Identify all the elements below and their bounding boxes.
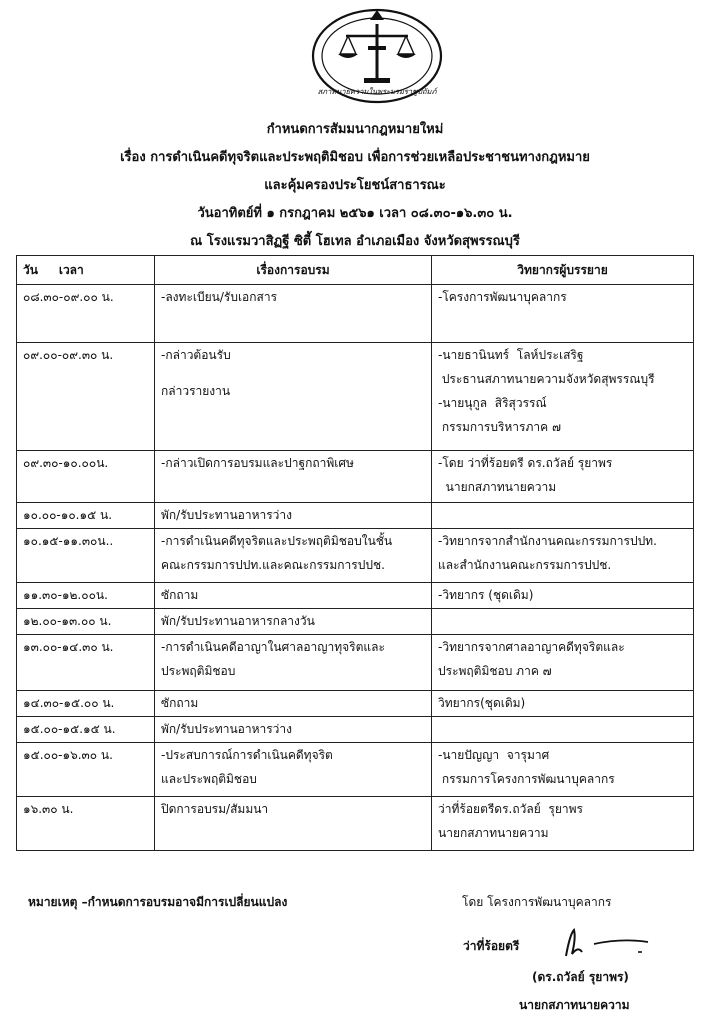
speaker-line: -โดย ว่าที่ร้อยตรี ดร.ถวัลย์ รุยาพร: [438, 456, 613, 470]
topic-line: พัก/รับประทานอาหารว่าง: [161, 722, 293, 736]
speaker-line: กรรมการโครงการพัฒนาบุคลากร: [438, 772, 615, 786]
time-text: ๐๙.๐๐-๐๙.๓๐ น.: [23, 348, 114, 362]
topic-cell: [155, 529, 432, 583]
topic-line: ประพฤติมิชอบ: [161, 664, 236, 678]
time-cell: [17, 451, 155, 503]
speaker-line: -วิทยากรจากศาลอาญาคดีทุจริตและ: [438, 640, 625, 654]
speaker-line: และสำนักงานคณะกรรมการปปช.: [438, 558, 612, 572]
schedule-body: [17, 285, 694, 851]
time-text: ๐๙.๓๐-๑๐.๐๐น.: [23, 456, 109, 470]
time-text: ๑๓.๐๐-๑๔.๓๐ น.: [23, 640, 114, 654]
speaker-cell: [432, 583, 694, 609]
venue-line: ณ โรงแรมวาสิฏฐี ซิตี้ โฮเทล อำเภอเมือง จังหวัดสุพรรณบุรี: [190, 234, 520, 249]
speaker-line: -วิทยากร (ชุดเดิม): [438, 588, 534, 602]
speaker-line: -นายธานินทร์ โลห์ประเสริฐ: [438, 348, 584, 362]
topic-line: พัก/รับประทานอาหารกลางวัน: [161, 614, 315, 628]
speaker-line: -นายปัญญา จารุมาศ: [438, 748, 550, 762]
speaker-line: นายกสภาทนายความ: [438, 826, 549, 840]
time-cell: [17, 743, 155, 797]
header-day-label: วัน: [23, 262, 38, 277]
speaker-cell: [432, 797, 694, 851]
speaker-line: นายกสภาทนายความ: [438, 480, 557, 494]
topic-cell: [155, 797, 432, 851]
topic-line: -การดำเนินคดีทุจริตและประพฤติมิชอบในชั้น: [161, 534, 393, 548]
table-row: [17, 635, 694, 691]
time-text: ๑๔.๓๐-๑๕.๐๐ น.: [23, 696, 115, 710]
topic-cell: [155, 343, 432, 451]
speaker-cell: [432, 343, 694, 451]
topic-line: -การดำเนินคดีอาญาในศาลอาญาทุจริตและ: [161, 640, 385, 654]
topic-line: ซักถาม: [161, 696, 199, 710]
signer-rank: ว่าที่ร้อยตรี: [463, 939, 520, 953]
topic-line: -ลงทะเบียน/รับเอกสาร: [161, 290, 278, 304]
topic-line: [161, 367, 425, 379]
speaker-cell: [432, 529, 694, 583]
time-text: ๑๕.๐๐-๑๕.๑๕ น.: [23, 722, 116, 736]
remark-note: หมายเหตุ –กำหนดการอบรมอาจมีการเปลี่ยนแปลง: [28, 895, 288, 909]
time-cell: [17, 691, 155, 717]
time-cell: [17, 609, 155, 635]
time-text: ๐๘.๓๐-๐๙.๐๐ น.: [23, 290, 114, 304]
handwritten-signature: [552, 924, 652, 962]
table-row: [17, 529, 694, 583]
speaker-line: -วิทยากรจากสำนักงานคณะกรรมการปปท.: [438, 534, 657, 548]
subject-line-continued: และคุ้มครองประโยชน์สาธารณะ: [264, 178, 446, 193]
speaker-cell: [432, 743, 694, 797]
topic-cell: [155, 717, 432, 743]
topic-cell: [155, 503, 432, 529]
topic-line: คณะกรรมการปปท.และคณะกรรมการปปช.: [161, 558, 385, 572]
topic-line: -ประสบการณ์การดำเนินคดีทุจริต: [161, 748, 333, 762]
seal-ring-text: สภาทนายความในพระบรมราชูปถัมภ์: [317, 87, 437, 96]
schedule-table: [16, 255, 694, 851]
topic-cell: [155, 451, 432, 503]
signer-name: (ดร.ถวัลย์ รุยาพร): [532, 970, 629, 984]
time-text: ๑๑.๓๐-๑๒.๐๐น.: [23, 588, 108, 602]
header-speaker: วิทยากรผู้บรรยาย: [432, 256, 694, 285]
time-cell: [17, 717, 155, 743]
subject-line: เรื่อง การดำเนินคดีทุจริตและประพฤติมิชอบ เพื่อการช่วยเหลือประชาชนทางกฎหมาย: [120, 150, 590, 165]
speaker-cell: [432, 635, 694, 691]
topic-cell: [155, 609, 432, 635]
speaker-line: ประพฤติมิชอบ ภาค ๗: [438, 664, 552, 678]
speaker-cell: [432, 609, 694, 635]
speaker-cell: [432, 691, 694, 717]
speaker-cell: [432, 451, 694, 503]
topic-line: กล่าวรายงาน: [161, 384, 231, 398]
document-title: กำหนดการสัมมนากฎหมายใหม่: [266, 122, 444, 137]
topic-line: ซักถาม: [161, 588, 199, 602]
signer-title: นายกสภาทนายความ: [519, 998, 630, 1012]
topic-cell: [155, 691, 432, 717]
topic-cell: [155, 635, 432, 691]
topic-cell: [155, 285, 432, 343]
time-cell: [17, 583, 155, 609]
time-text: ๑๐.๐๐-๑๐.๑๕ น.: [23, 508, 113, 522]
table-row: [17, 717, 694, 743]
table-row: [17, 503, 694, 529]
time-text: ๑๐.๑๕-๑๑.๓๐น..: [23, 534, 114, 548]
topic-line: ปิดการอบรม/สัมมนา: [161, 802, 269, 816]
topic-cell: [155, 743, 432, 797]
time-text: ๑๖.๓๐ น.: [23, 802, 74, 816]
table-header-row: [17, 256, 694, 285]
header-time: [17, 256, 155, 285]
speaker-line: ว่าที่ร้อยตรีดร.ถวัลย์ รุยาพร: [438, 802, 583, 816]
topic-line: -กล่าวเปิดการอบรมและปาฐกถาพิเศษ: [161, 456, 354, 470]
topic-line: และประพฤติมิชอบ: [161, 772, 257, 786]
date-time-line: วันอาทิตย์ที่ ๑ กรกฎาคม ๒๕๖๑ เวลา ๐๘.๓๐-๑๖.๓๐ น.: [197, 206, 513, 221]
speaker-cell: [432, 503, 694, 529]
time-text: ๑๒.๐๐-๑๓.๐๐ น.: [23, 614, 112, 628]
time-cell: [17, 797, 155, 851]
organizer-line: โดย โครงการพัฒนาบุคลากร: [462, 895, 612, 909]
speaker-line: ประธานสภาทนายความจังหวัดสุพรรณบุรี: [438, 372, 655, 386]
speaker-line: -โครงการพัฒนาบุคลากร: [438, 290, 567, 304]
speaker-line: กรรมการบริหารภาค ๗: [438, 420, 561, 434]
speaker-cell: [432, 717, 694, 743]
table-row: [17, 609, 694, 635]
lawyers-council-seal-logo: [308, 6, 446, 106]
time-cell: [17, 343, 155, 451]
speaker-line: -นายนุกูล สิริสุวรรณ์: [438, 396, 547, 410]
table-row: [17, 343, 694, 451]
speaker-cell: [432, 285, 694, 343]
time-text: ๑๕.๐๐-๑๖.๓๐ น.: [23, 748, 113, 762]
table-row: [17, 691, 694, 717]
time-cell: [17, 635, 155, 691]
time-cell: [17, 529, 155, 583]
header-time-label: เวลา: [58, 262, 84, 277]
topic-line: พัก/รับประทานอาหารว่าง: [161, 508, 293, 522]
time-cell: [17, 285, 155, 343]
table-row: [17, 583, 694, 609]
speaker-line: วิทยากร(ชุดเดิม): [438, 696, 526, 710]
table-row: [17, 743, 694, 797]
topic-line: -กล่าวต้อนรับ: [161, 348, 231, 362]
header-topic: เรื่องการอบรม: [155, 256, 432, 285]
topic-cell: [155, 583, 432, 609]
table-row: [17, 451, 694, 503]
table-row: [17, 797, 694, 851]
table-row: [17, 285, 694, 343]
time-cell: [17, 503, 155, 529]
